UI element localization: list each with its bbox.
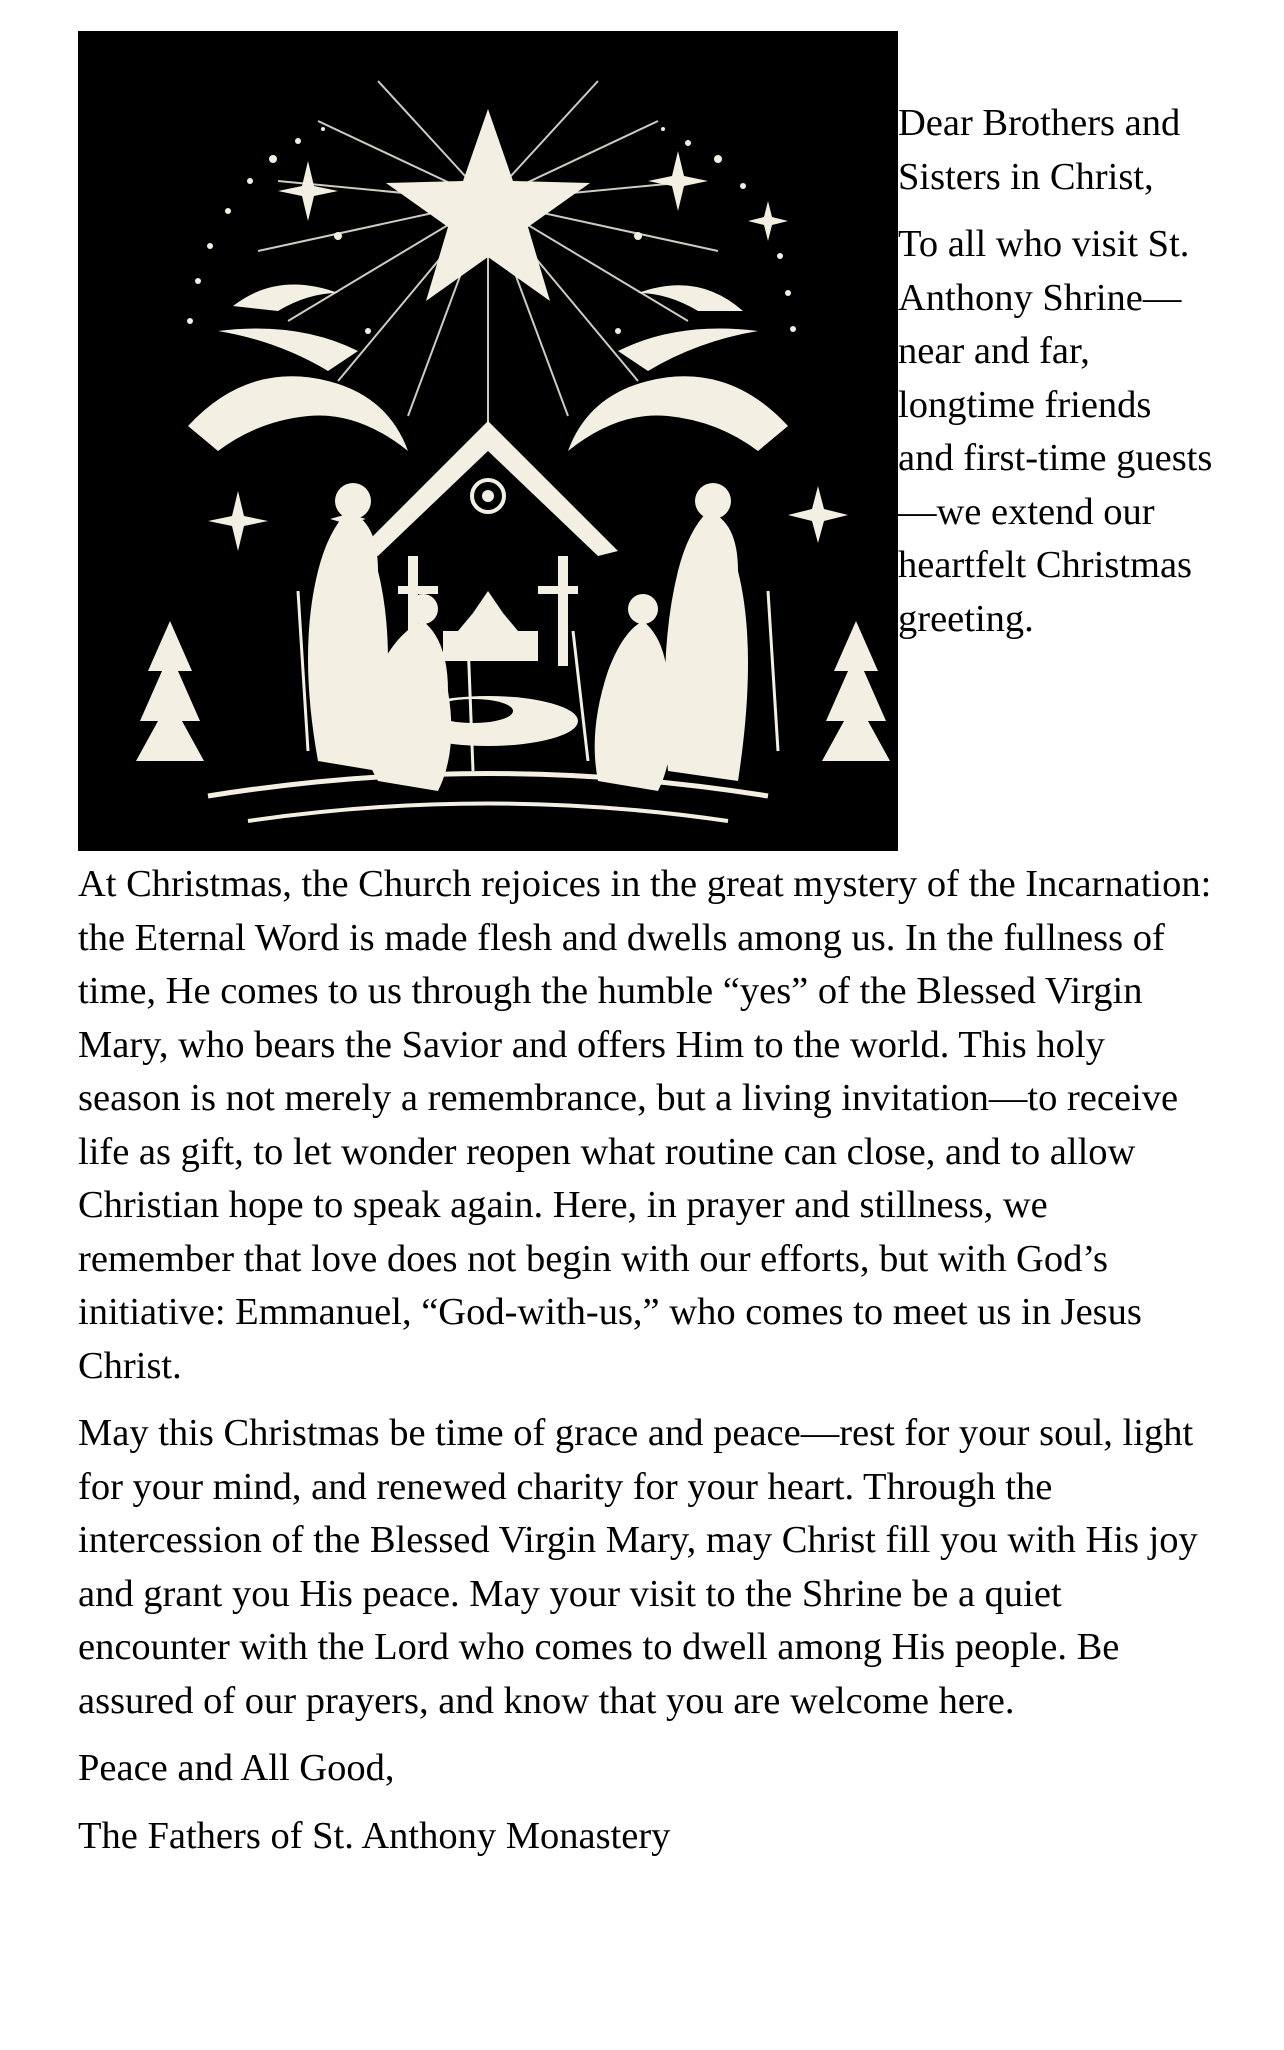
paragraph-incarnation: At Christmas, the Church rejoices in the great mystery of the Incarnation: the Eternal Word is made flesh and dwells among us. In the fullness of time, He comes to us through the humble “yes” of the Blessed Virgin Mary, who bears the Savior and offers Him to the world. This holy season is not merely a remembrance, but a living invitation—to receive life as gift, to let wonder reopen what routine can close, and to allow Christian hope to speak again. Here, in prayer and stillness, we remember that love does not begin with our efforts, but with God’s initiative: Emmanuel, “God-with-us,” who comes to meet us in Jesus Christ. — [78, 863, 1212, 1387]
intro-paragraph: To all who visit St. Anthony Shrine—near and far, longtime friends and first-time guests—we extend our heartfelt Christmas greeting. — [898, 223, 1213, 640]
paragraph-blessing: May this Christmas be time of grace and peace—rest for your soul, light for your mind, and renewed charity for your heart. Through the intercession of the Blessed Virgin Mary, may Christ fill you with His joy and grant you His peace. May your visit to the Shrine be a quiet encounter with the Lord who comes to dwell among His people. Be assured of our prayers, and know that you are welcome here. — [78, 1412, 1198, 1722]
letter-body — [78, 851, 1213, 1863]
nativity-illustration — [78, 31, 898, 851]
salutation: Dear Brothers and Sisters in Christ, — [898, 102, 1181, 198]
signature: The Fathers of St. Anthony Monastery — [78, 1814, 671, 1857]
letter — [78, 31, 1213, 1877]
greeting-column — [898, 31, 1213, 646]
valediction: Peace and All Good, — [78, 1747, 395, 1789]
